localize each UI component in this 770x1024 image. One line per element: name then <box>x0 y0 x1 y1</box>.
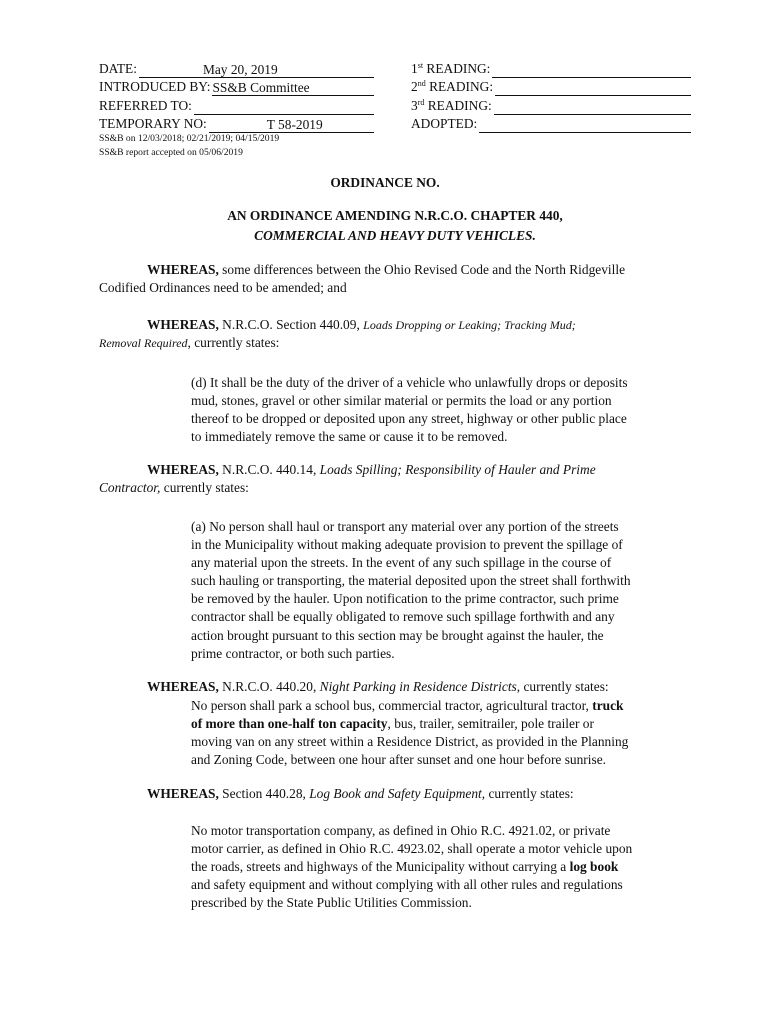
ordinance-title-line2: COMMERCIAL AND HEAVY DUTY VEHICLES. <box>254 228 536 243</box>
committee-history <box>99 132 279 160</box>
reading2-label: 2nd READING: <box>411 79 494 94</box>
referred-label: REFERRED TO: <box>99 97 192 113</box>
header-right-block <box>411 59 691 133</box>
temporary-row <box>99 115 374 134</box>
whereas-paragraph-5: WHEREAS, Section 440.28, Log Book and Safety Equipment, currently states: <box>147 786 574 801</box>
reading3-field <box>494 99 691 115</box>
adopted-label: ADOPTED: <box>411 116 478 131</box>
whereas-paragraph-4: WHEREAS, N.R.C.O. 440.20, Night Parking in Residence Districts, currently states: <box>147 679 609 694</box>
date-row <box>99 59 374 78</box>
ordinance-number-title: ORDINANCE NO. <box>330 175 440 190</box>
quoted-section-440-14: (a) No person shall haul or transport any material over any portion of the streets in the Municipality without making adequate provision to prevent the spillage of any material upon the streets. In the event of any such spillage in the course of such hauling or transporting, the material deposited upon the street shall forthwith be removed by the hauler. Upon notification to the prime contractor, such prime contractor shall be equally obligated to remove such spillage forthwith and any action brought pursuant to this section may be brought against the hauler, the prime contractor, or both such parties. <box>191 519 631 661</box>
referred-field <box>194 99 374 115</box>
adopted-field <box>479 117 691 133</box>
temporary-label: TEMPORARY NO: <box>99 116 207 131</box>
introduced-value: SS&B Committee <box>212 80 310 95</box>
referred-row <box>99 96 374 115</box>
whereas-paragraph-3: WHEREAS, N.R.C.O. 440.14, Loads Spilling; Responsibility of Hauler and Prime Contractor, currently states: <box>99 462 596 495</box>
whereas-paragraph-1: WHEREAS, some differences between the Ohio Revised Code and the North Ridgeville Codified Ordinances need to be amended; and <box>99 262 626 295</box>
whereas-paragraph-2: WHEREAS, N.R.C.O. Section 440.09, Loads Dropping or Leaking; Tracking Mud; Removal Required, currently states: <box>99 317 576 350</box>
date-field <box>139 62 374 78</box>
temporary-field <box>209 117 374 133</box>
reading3-row <box>411 96 691 115</box>
temporary-value: T 58-2019 <box>266 117 323 132</box>
reading1-field <box>492 62 691 78</box>
reading3-label: 3rd READING: <box>411 97 492 113</box>
introduced-row <box>99 78 374 97</box>
date-value: May 20, 2019 <box>202 61 278 77</box>
date-label: DATE: <box>99 60 137 76</box>
history-line-2: SS&B report accepted on 05/06/2019 <box>99 147 243 158</box>
header-left-block <box>99 59 374 133</box>
quoted-section-440-09: (d) It shall be the duty of the driver of a vehicle who unlawfully drops or deposits mud, stones, gravel or other similar material or permits the load or any portion thereof to be dropped or deposited upon any street, highway or other public place to immediately remove the same or cause it to be removed. <box>191 375 628 445</box>
reading1-row <box>411 59 691 78</box>
introduced-label: INTRODUCED BY: <box>99 79 211 94</box>
reading2-field <box>495 80 691 96</box>
ordinance-title-line1: AN ORDINANCE AMENDING N.R.C.O. CHAPTER 440, <box>227 208 563 223</box>
reading1-label: 1st READING: <box>411 60 491 76</box>
quoted-section-440-20: No person shall park a school bus, commercial tractor, agricultural tractor, truck of more than one-half ton capacity, bus, trailer, semitrailer, pole trailer or moving van on any street within a Residence District, as provided in the Planning and Zoning Code, between one hour after sunset and one hour before sunrise. <box>191 698 629 768</box>
adopted-row <box>411 115 691 134</box>
quoted-section-440-28: No motor transportation company, as defined in Ohio R.C. 4921.02, or private motor carrier, as defined in Ohio R.C. 4923.02, shall operate a motor vehicle upon the roads, streets and highways of the Municipality without carrying a log book and safety equipment and without complying with all other rules and regulations prescribed by the State Public Utilities Commission. <box>191 823 633 911</box>
history-line-1: SS&B on 12/03/2018; 02/21/2019; 04/15/2019 <box>99 133 280 144</box>
introduced-field <box>212 80 374 96</box>
reading2-row <box>411 78 691 97</box>
